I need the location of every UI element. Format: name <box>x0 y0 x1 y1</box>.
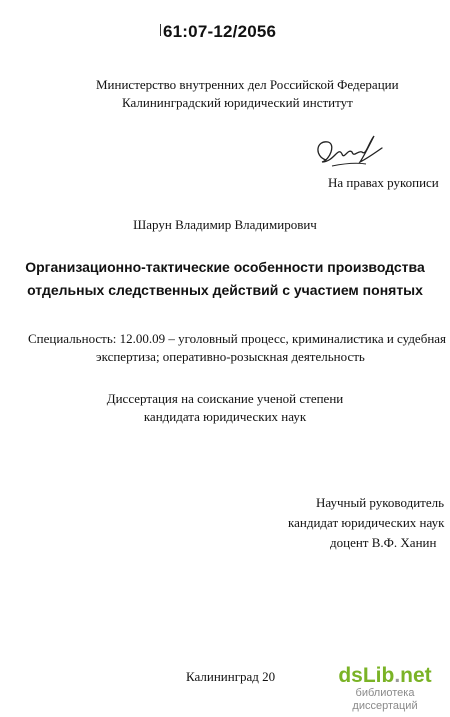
title-line-1: Организационно-тактические особенности производства <box>25 259 425 275</box>
supervisor-degree: кандидат юридических наук <box>288 515 445 530</box>
author-name: Шарун Владимир Владимирович <box>133 217 317 232</box>
title-line-2: отдельных следственных действий с участием понятых <box>27 282 423 298</box>
institute-line: Калининградский юридический институт <box>122 95 353 110</box>
dslib-watermark[interactable] <box>326 665 444 713</box>
specialty-line-2: экспертиза; оперативно-розыскная деятельность <box>96 349 365 364</box>
manuscript-note: На правах рукописи <box>328 175 439 190</box>
dissertation-line-1: Диссертация на соискание ученой степени <box>106 391 344 406</box>
archive-code: 61:07-12/2056 <box>163 22 277 41</box>
dissertation-line-2: кандидата юридических наук <box>143 409 307 424</box>
supervisor-label: Научный руководитель <box>316 495 445 510</box>
specialty-line-1: Специальность: 12.00.09 – уголовный процесс, криминалистика и судебная <box>28 331 447 346</box>
dslib-subtitle: библиотека диссертаций <box>352 687 418 712</box>
supervisor-name: доцент В.Ф. Ханин <box>330 535 437 550</box>
ministry-line: Министерство внутренних дел Российской Федерации <box>96 77 399 92</box>
dslib-logo: dsLib.net <box>338 664 432 687</box>
scan-mark <box>160 24 161 36</box>
city-year: Калининград 20 <box>186 669 276 684</box>
